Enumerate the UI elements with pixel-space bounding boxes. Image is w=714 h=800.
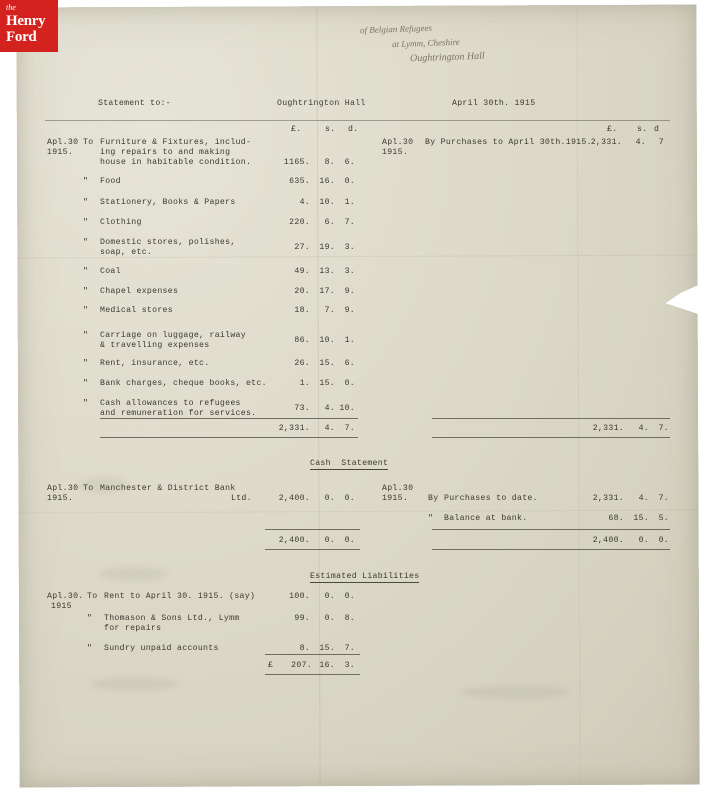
row-pence: 1.	[344, 336, 355, 345]
left-entry-date: Apl.30	[47, 138, 79, 147]
liab-row-marker: "	[87, 644, 93, 653]
liab-row-pounds: 99.	[294, 614, 310, 623]
logo-the: the	[6, 3, 16, 12]
row-pence: 6.	[344, 158, 355, 167]
liab-row-description: for repairs	[104, 624, 162, 633]
row-marker: "	[83, 238, 89, 247]
cash-debit-total-rule	[265, 529, 360, 530]
liab-row-pence: 8.	[344, 614, 355, 623]
row-pence: 3.	[344, 267, 355, 276]
row-shillings: 7.	[324, 306, 335, 315]
row-shillings: 10.	[319, 336, 335, 345]
row-pence: 3.	[344, 243, 355, 252]
row-description: Bank charges, cheque books, etc.	[100, 379, 267, 388]
col-header-left-pounds: £.	[291, 125, 302, 134]
col-header-right-pence: d	[654, 125, 660, 134]
credit-total-pence: 7.	[658, 424, 669, 433]
right-entry-year: 1915.	[382, 148, 409, 157]
liab-row-pence: 0.	[344, 592, 355, 601]
liab-row-shillings: 15.	[319, 644, 335, 653]
cash-credit-total-shillings: 0.	[638, 536, 649, 545]
row-description: Rent, insurance, etc.	[100, 359, 210, 368]
liab-total-currency: £	[268, 661, 274, 670]
row-description: Stationery, Books & Papers	[100, 198, 236, 207]
row-pence: 9.	[344, 306, 355, 315]
row-shillings: 4.	[324, 404, 335, 413]
debit-total-pounds: 2,331.	[278, 424, 310, 433]
row-shillings: 6.	[324, 218, 335, 227]
row-pence: 7.	[344, 218, 355, 227]
col-header-left-shillings: s.	[325, 125, 336, 134]
cash-debit-total-shillings: 0.	[324, 536, 335, 545]
row-marker: "	[83, 399, 89, 408]
handwritten-note-3: Oughtrington Hall	[409, 50, 485, 65]
row-pounds: 4.	[299, 198, 310, 207]
row-marker: "	[83, 267, 89, 276]
row-marker: "	[83, 198, 89, 207]
row-description: Furniture & Fixtures, includ-	[100, 138, 252, 147]
cash-credit-pence: 5.	[658, 514, 669, 523]
liab-total-shillings: 16.	[319, 661, 335, 670]
debit-total-rule	[100, 418, 358, 419]
row-description: Medical stores	[100, 306, 173, 315]
row-pence: 1.	[344, 198, 355, 207]
liab-row-shillings: 0.	[324, 592, 335, 601]
row-marker: "	[83, 359, 89, 368]
row-pence: 6.	[344, 359, 355, 368]
row-description: and remuneration for services.	[100, 409, 257, 418]
statement-to-label: Statement to:-	[98, 99, 171, 108]
credit-entry-description: By Purchases to April 30th.1915.	[425, 138, 592, 147]
liab-total-pence: 3.	[344, 661, 355, 670]
cash-credit-shillings: 4.	[638, 494, 649, 503]
paper-edge-shadow	[16, 5, 699, 788]
henry-ford-logo	[0, 0, 58, 52]
logo-henry: Henry	[6, 13, 46, 29]
row-marker: To	[83, 138, 94, 147]
credit-entry-shillings: 4.	[635, 138, 646, 147]
debit-total-shillings: 4.	[324, 424, 335, 433]
paper-tear	[666, 285, 700, 315]
row-marker: "	[83, 177, 89, 186]
cash-debit-description: Manchester & District Bank	[100, 484, 236, 493]
row-shillings: 15.	[319, 359, 335, 368]
cash-debit-pounds: 2,400.	[278, 494, 310, 503]
credit-entry-pounds: 2,331.	[590, 138, 622, 147]
row-pounds: 635.	[289, 177, 310, 186]
row-shillings: 8.	[324, 158, 335, 167]
cash-left-year: 1915.	[47, 494, 74, 503]
statement-date: April 30th. 1915	[452, 99, 536, 108]
cash-credit-description: Balance at bank.	[444, 514, 528, 523]
estimated-liabilities-title: Estimated Liabilities	[310, 572, 420, 581]
cash-credit-marker: By	[428, 494, 439, 503]
liab-total-pounds: 207.	[291, 661, 312, 670]
row-pounds: 20.	[294, 287, 310, 296]
logo-ford: Ford	[6, 29, 37, 45]
row-description: ing repairs to and making	[100, 148, 231, 157]
row-pence: 0.	[344, 379, 355, 388]
paper-sheet	[16, 5, 699, 788]
left-entry-year: 1915.	[47, 148, 74, 157]
paper-smudge	[99, 567, 169, 581]
cash-credit-total-pounds: 2,400.	[592, 536, 624, 545]
row-pounds: 1.	[299, 379, 310, 388]
liab-row-description: Rent to April 30. 1915. (say)	[104, 592, 256, 601]
paper-smudge	[459, 685, 569, 699]
liab-row-marker: To	[87, 592, 98, 601]
right-entry-date: Apl.30	[382, 138, 414, 147]
cash-right-date: Apl.30	[382, 484, 414, 493]
row-pence: 10.	[339, 404, 355, 413]
row-shillings: 17.	[319, 287, 335, 296]
row-description: Carriage on luggage, railway	[100, 331, 246, 340]
row-marker: "	[83, 287, 89, 296]
handwritten-note-1: of Belgian Refugees	[359, 22, 433, 36]
cash-debit-description-2: Ltd.	[231, 494, 252, 503]
credit-total-shillings: 4.	[638, 424, 649, 433]
col-header-left-pence: d.	[348, 125, 359, 134]
liab-row-description: Sundry unpaid accounts	[104, 644, 219, 653]
credit-total-pounds: 2,331.	[592, 424, 624, 433]
property-name: Oughtrington Hall	[277, 99, 366, 108]
liab-total-rule	[265, 654, 360, 655]
credit-total-rule-bottom	[432, 437, 670, 438]
cash-debit-marker: To	[83, 484, 94, 493]
row-shillings: 15.	[319, 379, 335, 388]
cash-credit-pounds: 2,331.	[592, 494, 624, 503]
credit-entry-pence: 7	[658, 138, 664, 147]
row-marker: "	[83, 218, 89, 227]
row-description: Chapel expenses	[100, 287, 179, 296]
row-pounds: 73.	[294, 404, 310, 413]
row-pounds: 18.	[294, 306, 310, 315]
row-description: & travelling expenses	[100, 341, 210, 350]
row-marker: "	[83, 331, 89, 340]
cash-statement-title: Cash Statement	[310, 459, 389, 468]
row-description: Cash allowances to refugees	[100, 399, 241, 408]
row-pounds: 220.	[289, 218, 310, 227]
row-shillings: 16.	[319, 177, 335, 186]
row-shillings: 13.	[319, 267, 335, 276]
col-header-right-pounds: £.	[607, 125, 618, 134]
fold-crease	[576, 5, 580, 785]
row-pounds: 49.	[294, 267, 310, 276]
cash-credit-description: Purchases to date.	[444, 494, 538, 503]
cash-debit-pence: 0.	[344, 494, 355, 503]
cash-debit-total-rule-bottom	[265, 549, 360, 550]
cash-debit-total-pounds: 2,400.	[278, 536, 310, 545]
liab-row-pence: 7.	[344, 644, 355, 653]
row-shillings: 19.	[319, 243, 335, 252]
liab-row-description: Thomason & Sons Ltd., Lymm	[104, 614, 240, 623]
row-pounds: 27.	[294, 243, 310, 252]
row-marker: "	[83, 379, 89, 388]
liab-row-marker: "	[87, 614, 93, 623]
cash-right-year: 1915.	[382, 494, 409, 503]
debit-total-pence: 7.	[344, 424, 355, 433]
cash-credit-total-rule	[432, 529, 670, 530]
row-pounds: 86.	[294, 336, 310, 345]
cash-debit-total-pence: 0.	[344, 536, 355, 545]
row-pence: 9.	[344, 287, 355, 296]
row-description: house in habitable condition.	[100, 158, 252, 167]
handwritten-note-2: at Lymm, Cheshire	[391, 36, 460, 50]
row-description: Clothing	[100, 218, 142, 227]
cash-debit-shillings: 0.	[324, 494, 335, 503]
cash-left-date: Apl.30	[47, 484, 79, 493]
cash-credit-pence: 7.	[658, 494, 669, 503]
cash-credit-total-pence: 0.	[658, 536, 669, 545]
paper-smudge	[89, 677, 179, 691]
liab-year: 1915	[51, 602, 72, 611]
row-description: Coal	[100, 267, 121, 276]
debit-total-rule-bottom	[100, 437, 358, 438]
row-pounds: 1165.	[283, 158, 310, 167]
cash-credit-total-rule-bottom	[432, 549, 670, 550]
liab-row-pounds: 8.	[299, 644, 310, 653]
cash-credit-shillings: 15.	[633, 514, 649, 523]
row-shillings: 10.	[319, 198, 335, 207]
row-pounds: 26.	[294, 359, 310, 368]
row-description: soap, etc.	[100, 248, 153, 257]
credit-total-rule	[432, 418, 670, 419]
row-description: Domestic stores, polishes,	[100, 238, 236, 247]
row-pence: 0.	[344, 177, 355, 186]
col-header-right-shillings: s.	[637, 125, 648, 134]
cash-credit-marker: "	[428, 514, 434, 523]
header-rule	[45, 120, 670, 121]
liab-row-pounds: 100.	[289, 592, 310, 601]
fold-crease	[19, 510, 699, 514]
liab-total-rule-bottom	[265, 674, 360, 675]
cash-credit-pounds: 68.	[608, 514, 624, 523]
row-description: Food	[100, 177, 121, 186]
liab-date: Apl.30.	[47, 592, 84, 601]
row-marker: "	[83, 306, 89, 315]
liab-row-shillings: 0.	[324, 614, 335, 623]
